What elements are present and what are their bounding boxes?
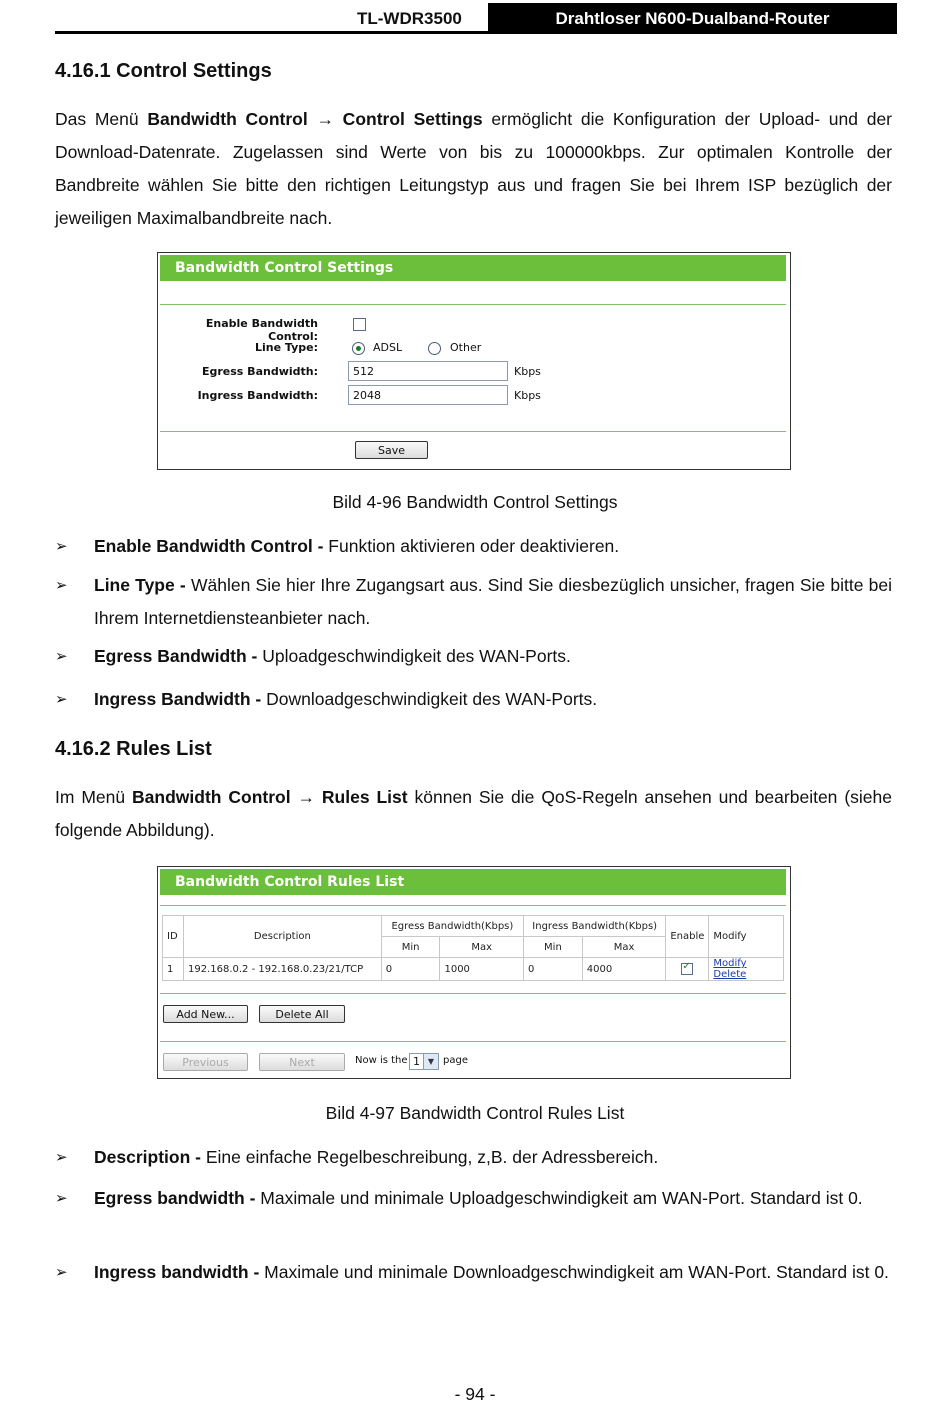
bullet-ingress-bandwidth: ➢ Ingress Bandwidth - Downloadgeschwindigkeit des WAN-Ports. <box>55 683 892 716</box>
settings-panel-title: Bandwidth Control Settings <box>160 255 786 281</box>
col-egress-max: Max <box>440 937 524 958</box>
panel-divider-bottom <box>160 431 786 432</box>
chevron-down-icon: ▼ <box>423 1054 438 1069</box>
line-type-other-radio[interactable] <box>428 342 441 355</box>
egress-bandwidth-input[interactable]: 512 <box>348 361 508 381</box>
page-select[interactable] <box>409 1053 439 1070</box>
rules-panel-title: Bandwidth Control Rules List <box>160 869 786 895</box>
line-type-adsl-radio[interactable] <box>352 342 365 355</box>
bullet-egress-bandwidth-rule: ➢ Egress bandwidth - Maximale und minimale Uploadgeschwindigkeit am WAN-Port. Standard ist 0. <box>55 1182 892 1248</box>
col-enable-header: Enable <box>666 916 709 958</box>
page-number: - 94 - <box>454 1384 496 1404</box>
bullet-arrow-icon: ➢ <box>55 1190 68 1207</box>
bullet-description: ➢ Description - Eine einfache Regelbeschreibung, z,B. der Adressbereich. <box>55 1141 892 1174</box>
row-enable-checkbox[interactable] <box>681 963 693 975</box>
next-button[interactable]: Next <box>259 1053 345 1071</box>
bullet-line-type: ➢ Line Type - Wählen Sie hier Ihre Zugangsart aus. Sind Sie diesbezüglich unsicher, fragen Sie bitte bei Ihrem Internetdiensteanbieter nach. <box>55 569 892 635</box>
col-description-header: Description <box>183 916 381 958</box>
col-egress-min: Min <box>381 937 440 958</box>
delete-all-button[interactable]: Delete All <box>259 1005 345 1023</box>
row-description: 192.168.0.2 - 192.168.0.23/21/TCP <box>183 958 381 981</box>
bandwidth-control-rules-panel <box>157 866 791 1079</box>
panel-divider <box>160 304 786 305</box>
egress-unit: Kbps <box>514 365 541 378</box>
line-type-adsl-label: ADSL <box>373 341 403 354</box>
figure-caption-96: Bild 4-96 Bandwidth Control Settings <box>332 492 618 512</box>
col-ingress-max: Max <box>582 937 666 958</box>
figure-caption-97: Bild 4-97 Bandwidth Control Rules List <box>325 1103 625 1123</box>
bullet-arrow-icon: ➢ <box>55 1149 68 1166</box>
bullet-egress-bandwidth: ➢ Egress Bandwidth - Uploadgeschwindigkeit des WAN-Ports. <box>55 640 892 673</box>
row-egress-min: 0 <box>381 958 440 981</box>
page-select-value: 1 <box>413 1055 420 1068</box>
row-enable-cell <box>666 958 709 981</box>
row-id: 1 <box>163 958 184 981</box>
rules-table <box>162 915 784 981</box>
bullet-arrow-icon: ➢ <box>55 577 68 594</box>
bullet-arrow-icon: ➢ <box>55 1264 68 1281</box>
bandwidth-control-settings-panel <box>157 252 791 470</box>
bullet-enable-bandwidth: ➢ Enable Bandwidth Control - Funktion aktivieren oder deaktivieren. <box>55 530 892 563</box>
bullet-arrow-icon: ➢ <box>55 648 68 665</box>
page-label: page <box>443 1055 468 1066</box>
section2-intro: Im Menü Bandwidth Control → Rules List können Sie die QoS-Regeln ansehen und bearbeiten (siehe folgende Abbildung). <box>55 787 892 840</box>
line-type-label: Line Type: <box>254 341 318 354</box>
section-title-rules-list: 4.16.2 Rules List <box>55 738 212 760</box>
previous-button[interactable]: Previous <box>163 1053 248 1071</box>
row-ingress-min: 0 <box>524 958 583 981</box>
panel-divider-mid <box>160 993 786 994</box>
header-product: Drahtloser N600-Dualband-Router <box>488 3 897 34</box>
col-ingress-header: Ingress Bandwidth(Kbps) <box>524 916 666 937</box>
section-title-control-settings: 4.16.1 Control Settings <box>55 60 272 82</box>
enable-bandwidth-checkbox[interactable] <box>353 318 366 331</box>
line-type-other-label: Other <box>450 341 482 354</box>
panel-divider-bottom <box>160 1041 786 1042</box>
header-model: TL-WDR3500 <box>357 9 462 28</box>
bullet-ingress-bandwidth-rule: ➢ Ingress bandwidth - Maximale und minimale Downloadgeschwindigkeit am WAN-Port. Standard ist 0. <box>55 1256 892 1322</box>
panel-divider <box>160 905 786 906</box>
col-modify-header: Modify <box>709 916 784 958</box>
now-is-the-label: Now is the <box>355 1055 408 1066</box>
ingress-bandwidth-input[interactable]: 2048 <box>348 385 508 405</box>
save-button[interactable]: Save <box>355 441 428 459</box>
ingress-bandwidth-label: Ingress Bandwidth: <box>197 389 318 402</box>
col-ingress-min: Min <box>524 937 583 958</box>
modify-link[interactable]: Modify <box>713 958 747 969</box>
enable-bandwidth-label: Enable Bandwidth Control: <box>205 317 318 343</box>
header-rule <box>55 31 897 34</box>
section1-intro: Das Menü Bandwidth Control → Control Settings ermöglicht die Konfiguration der Upload- und der Download-Datenrate. Zugelassen sind Werte von bis zu 100000kbps. Zur optimalen Kontrolle der Bandbreite wählen Sie bitte den richtigen Leitungstyp aus und fragen Sie bei Ihrem ISP bezüglich der jeweiligen Maximalbandbreite nach. <box>55 109 893 228</box>
delete-link[interactable]: Delete <box>713 969 747 980</box>
row-egress-max: 1000 <box>440 958 524 981</box>
row-ingress-max: 4000 <box>582 958 666 981</box>
row-modify-cell <box>709 958 784 981</box>
bullet-arrow-icon: ➢ <box>55 538 68 555</box>
add-new-button[interactable]: Add New... <box>163 1005 248 1023</box>
bullet-arrow-icon: ➢ <box>55 691 68 708</box>
col-egress-header: Egress Bandwidth(Kbps) <box>381 916 523 937</box>
ingress-unit: Kbps <box>514 389 541 402</box>
col-id-header: ID <box>163 916 184 958</box>
egress-bandwidth-label: Egress Bandwidth: <box>201 365 318 378</box>
table-row <box>163 958 784 981</box>
